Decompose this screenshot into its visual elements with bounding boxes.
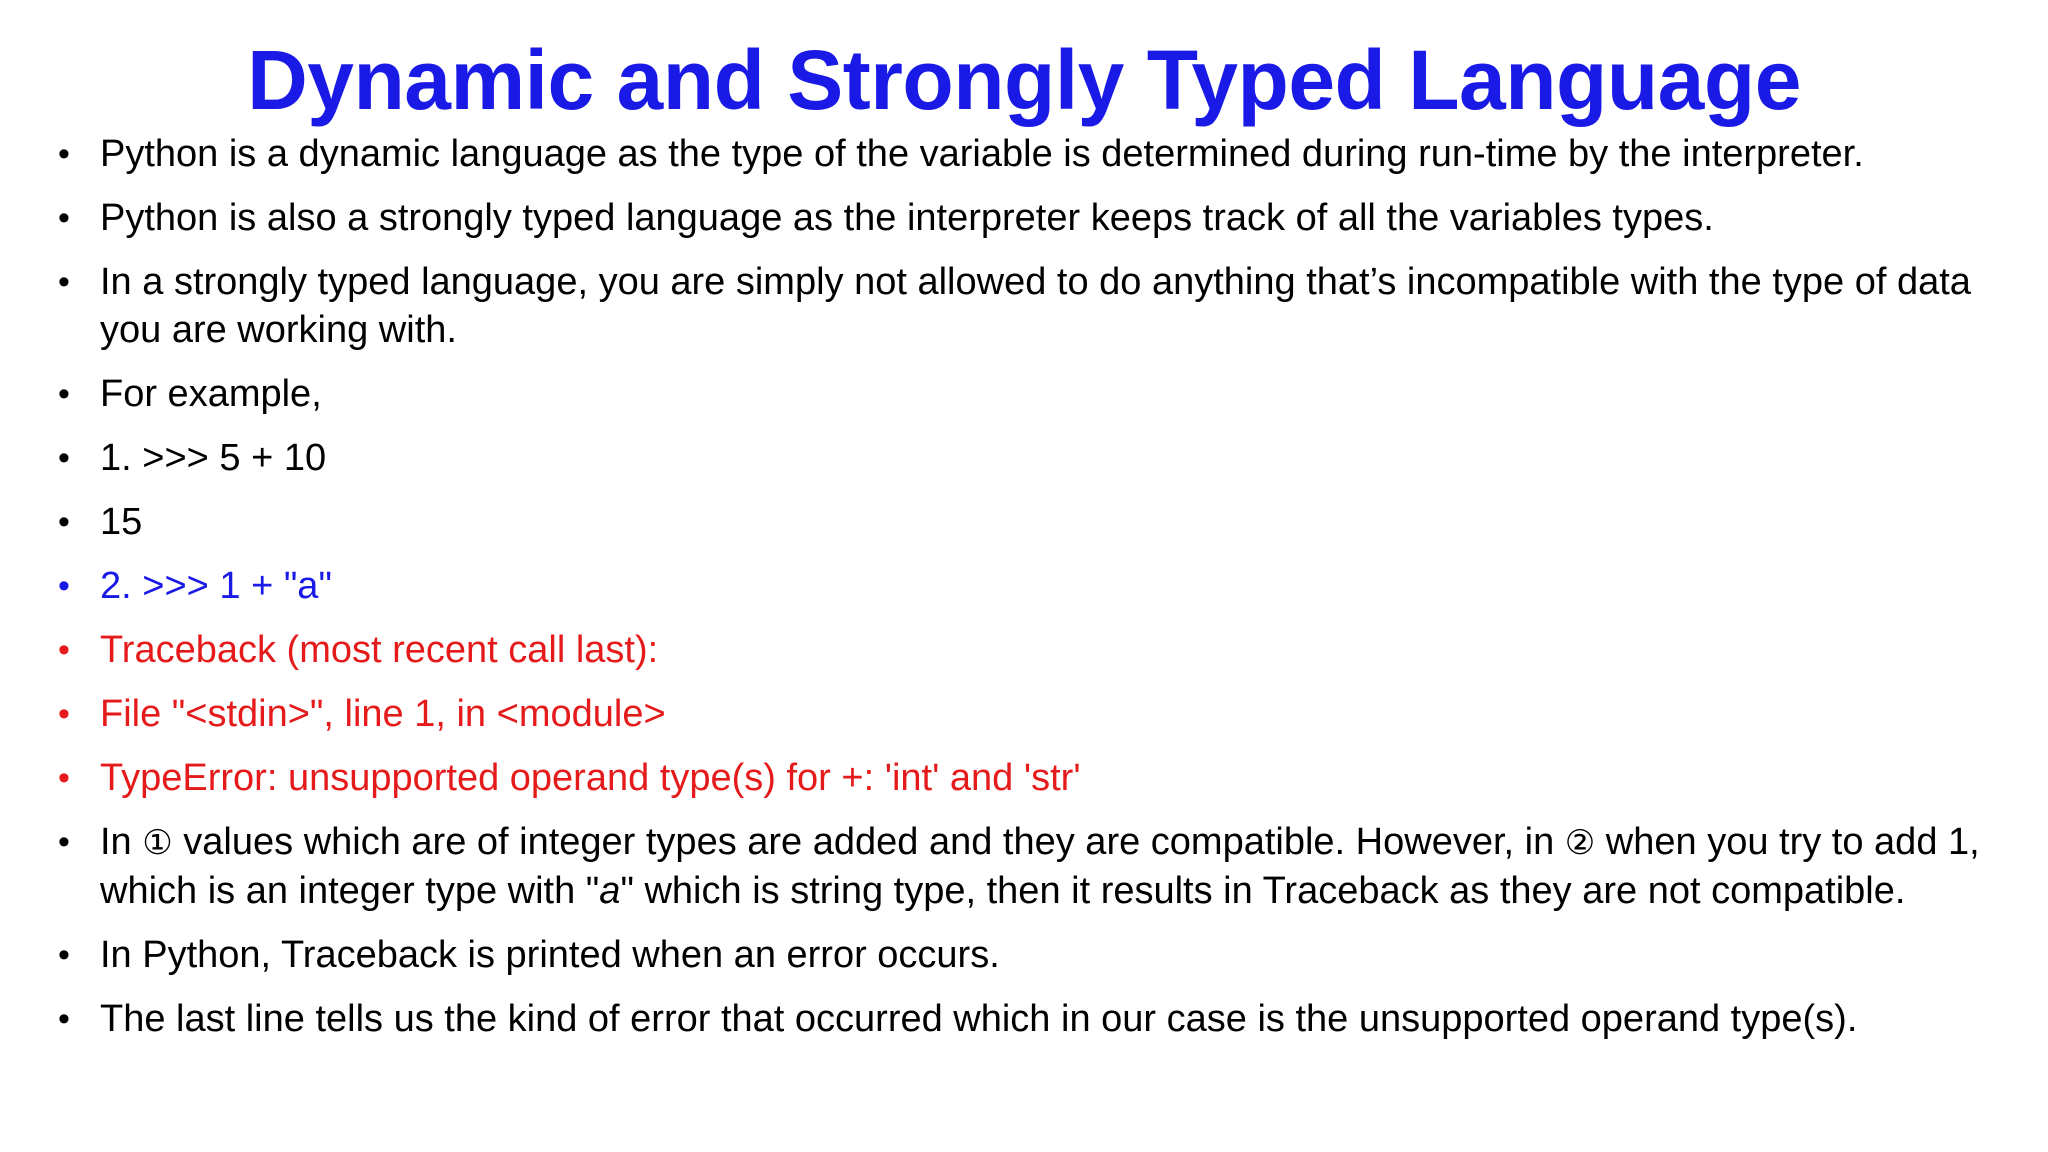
circled-one-icon: ① [142, 823, 173, 863]
bullet-item [58, 130, 2018, 178]
code-example-2: 2. >>> 1 + "a" [100, 565, 332, 607]
bullet-text: The last line tells us the kind of error that occurred which in our case is the unsupported operand type(s). [100, 998, 1858, 1040]
bullet-item [58, 818, 2018, 915]
explanation-italic: a [599, 870, 621, 912]
bullet-dot-icon: • [58, 823, 70, 861]
bullet-dot-icon: • [58, 375, 70, 413]
slide-title: Dynamic and Strongly Typed Language [247, 33, 1801, 127]
explanation-part: when you try to add 1, which is an integer type with " [100, 821, 1980, 912]
bullet-text: For example, [100, 373, 322, 415]
bullet-text: In Python, Traceback is printed when an error occurs. [100, 934, 1000, 976]
bullet-item [58, 562, 2018, 610]
bullet-item [58, 434, 2018, 482]
bullet-item [58, 370, 2018, 418]
bullet-item [58, 995, 2018, 1043]
bullet-dot-icon: • [58, 503, 70, 541]
bullet-dot-icon: • [58, 263, 70, 301]
bullet-dot-icon: • [58, 695, 70, 733]
bullet-item [58, 258, 2018, 354]
bullet-dot-icon: • [58, 439, 70, 477]
traceback-line: Traceback (most recent call last): [100, 629, 659, 671]
bullet-item [58, 194, 2018, 242]
circled-two-icon: ② [1564, 823, 1596, 863]
bullet-text: Python is a dynamic language as the type of the variable is determined during run-time by the interpreter. [100, 133, 1864, 175]
bullet-item [58, 754, 2018, 802]
code-example-1: 1. >>> 5 + 10 [100, 437, 327, 479]
bullet-list [58, 130, 2018, 1059]
bullet-text: In a strongly typed language, you are simply not allowed to do anything that’s incompatible with the type of data you are working with. [100, 261, 1971, 351]
explanation-text [100, 818, 2018, 915]
type-error-line: TypeError: unsupported operand type(s) for +: 'int' and 'str' [100, 757, 1081, 799]
bullet-dot-icon: • [58, 199, 70, 237]
bullet-item [58, 626, 2018, 674]
bullet-text: Python is also a strongly typed language as the interpreter keeps track of all the variables types. [100, 197, 1714, 239]
code-output-1: 15 [100, 501, 143, 543]
bullet-dot-icon: • [58, 567, 70, 605]
bullet-item [58, 498, 2018, 546]
bullet-dot-icon: • [58, 759, 70, 797]
bullet-item [58, 931, 2018, 979]
bullet-dot-icon: • [58, 631, 70, 669]
bullet-dot-icon: • [58, 135, 70, 173]
traceback-file-line: File "<stdin>", line 1, in <module> [100, 693, 666, 735]
explanation-part: In [100, 821, 143, 863]
explanation-part: " which is string type, then it results in Traceback as they are not compatible. [620, 870, 1906, 912]
bullet-dot-icon: • [58, 936, 70, 974]
explanation-part: values which are of integer types are added and they are compatible. However, in [172, 821, 1565, 863]
bullet-item [58, 690, 2018, 738]
bullet-dot-icon: • [58, 1000, 70, 1038]
